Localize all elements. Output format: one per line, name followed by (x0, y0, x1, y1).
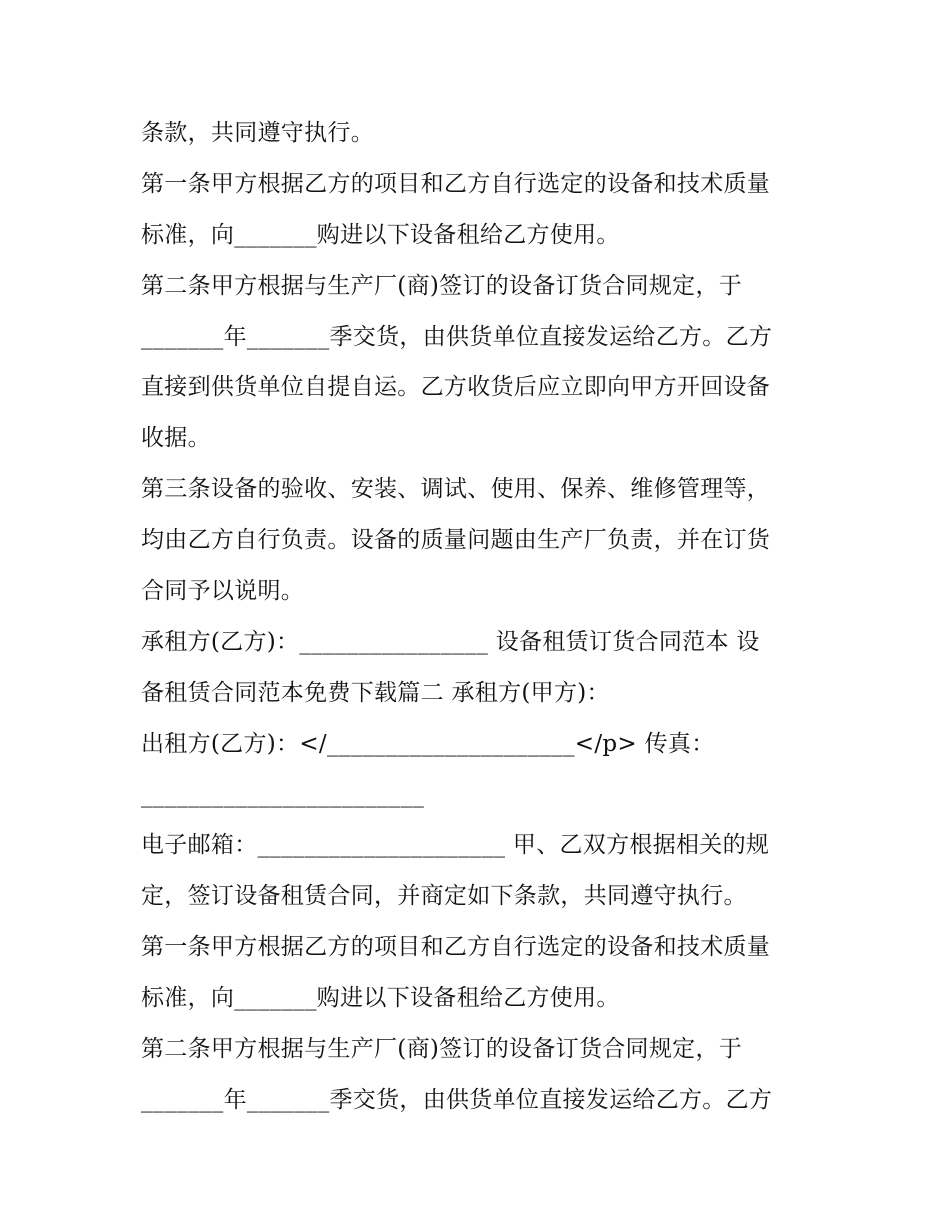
text-line: 直接到供货单位自提自运。乙方收货后应立即向甲方开回设备 (141, 374, 771, 401)
text-line: 标准，向_______购进以下设备租给乙方使用。 (141, 985, 620, 1012)
text-line: 第二条甲方根据与生产厂(商)签订的设备订货合同规定，于 (141, 1036, 743, 1063)
text-line: _______年_______季交货，由供货单位直接发运给乙方。乙方 (141, 323, 773, 350)
text-line: 收据。 (141, 425, 211, 452)
text-line: 合同予以说明。 (141, 578, 305, 605)
text-line: _______年_______季交货，由供货单位直接发运给乙方。乙方 (141, 1086, 773, 1113)
document-body (141, 108, 821, 1126)
text-line: 第二条甲方根据与生产厂(商)签订的设备订货合同规定，于 (141, 272, 743, 299)
text-line: 第三条设备的验收、安装、调试、使用、保养、维修管理等， (141, 476, 771, 503)
text-line: 第一条甲方根据乙方的项目和乙方自行选定的设备和技术质量 (141, 934, 771, 961)
text-line: 第一条甲方根据乙方的项目和乙方自行选定的设备和技术质量 (141, 170, 771, 197)
text-line: 标准，向_______购进以下设备租给乙方使用。 (141, 221, 620, 248)
text-line: 备租赁合同范本免费下载篇二 承租方(甲方)： (141, 679, 610, 706)
text-line: 均由乙方自行负责。设备的质量问题由生产厂负责，并在订货 (141, 527, 771, 554)
text-line: 电子邮箱：_____________________ 甲、乙双方根据相关的规 (141, 832, 770, 859)
text-line: 条款，共同遵守执行。 (141, 120, 374, 146)
text-line: 出租方(乙方)：</_____________________</p> 传真： (141, 730, 715, 757)
text-line: 承租方(乙方)：________________ 设备租赁订货合同范本 设 (141, 628, 760, 655)
text-line: 定，签订设备租赁合同，并商定如下条款，共同遵守执行。 (141, 883, 747, 910)
text-line: ________________________ (141, 781, 425, 808)
